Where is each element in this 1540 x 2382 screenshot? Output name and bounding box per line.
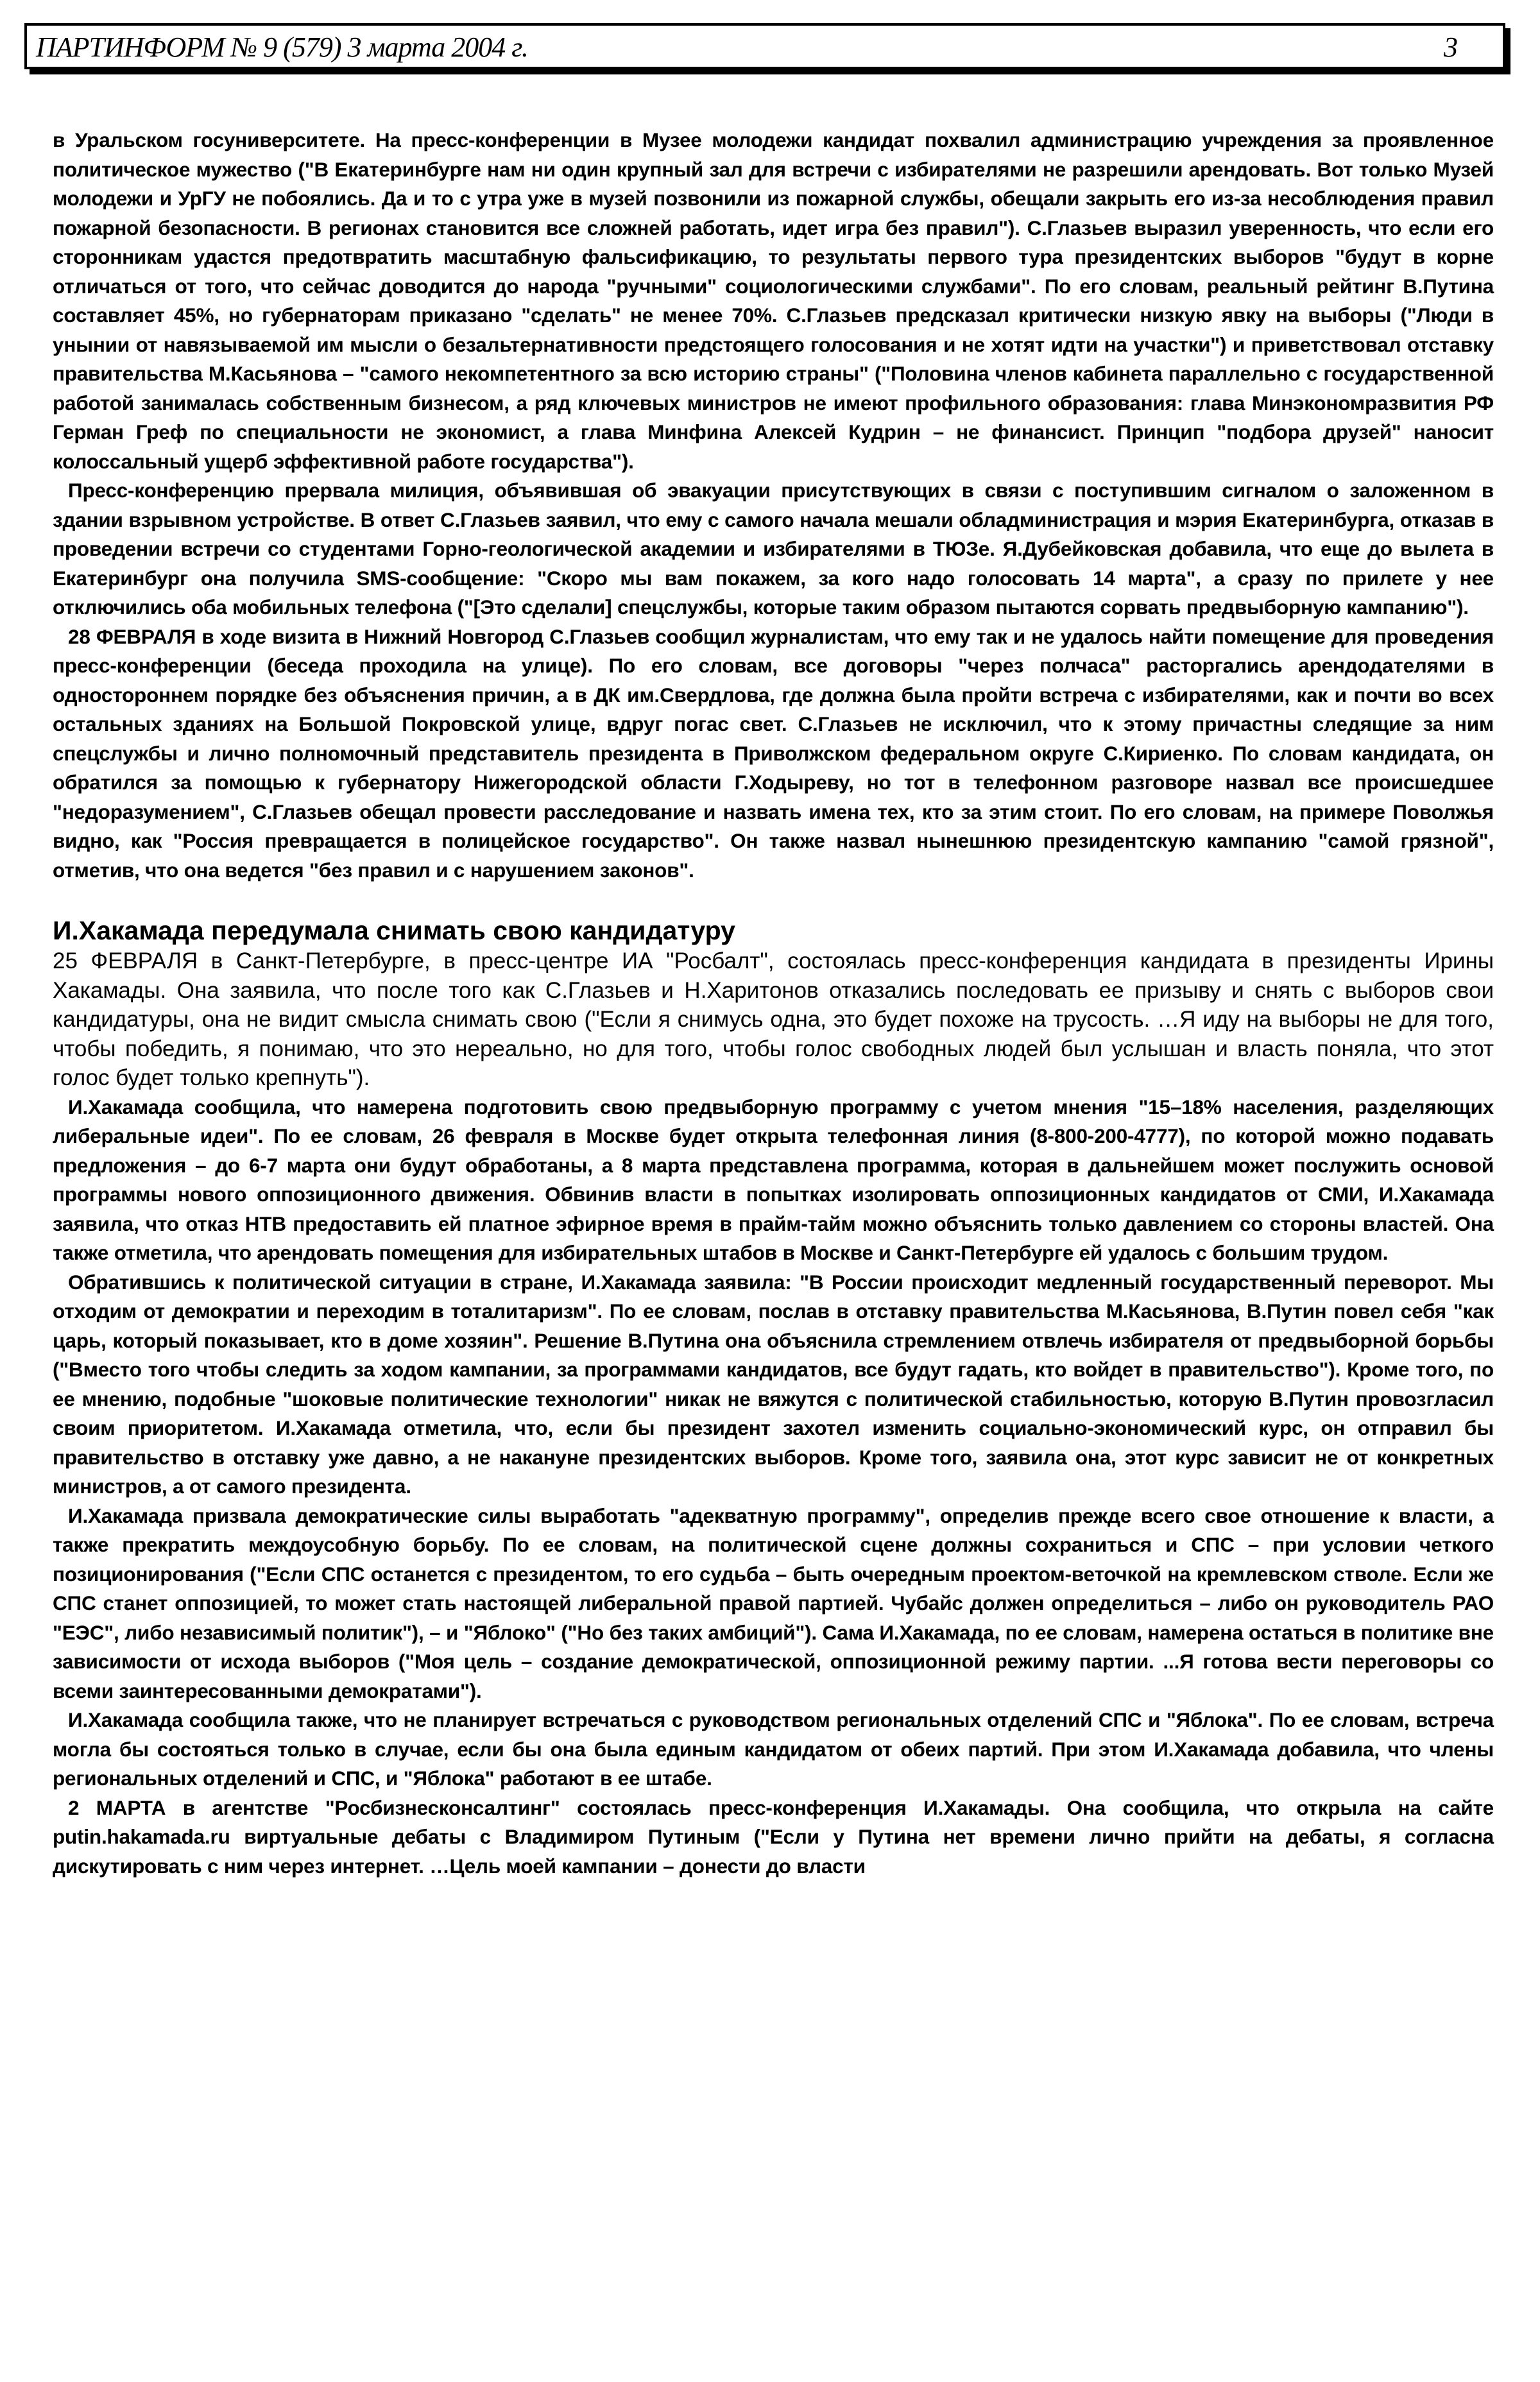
paragraph: И.Хакамада призвала демократические силы выработать "адекватную программу", определив прежде всего свое отношение к власти, а также прекратить междоусобную борьбу. По ее словам, на политической сцене должны сохраниться и СПС – при условии четкого позиционирования ("Если СПС останется с президентом, то его судьба – быть очередным проектом-веточкой на кремлевском стволе. Если же СПС станет оппозицией, то может стать настоящей либеральной правой партией. Чубайс должен определиться – либо он руководитель РАО "ЕЭС", либо независимый политик"), – и "Яблоко" ("Но без таких амбиций"). Сама И.Хакамада, по ее словам, намерена остаться в политике вне зависимости от исхода выборов ("Моя цель – создание демократической, оппозиционной режиму партии. ...Я готова вести переговоры со всеми заинтересованными демократами"). [53,1504,1494,1702]
paragraph: в Уральском госуниверситете. На пресс-конференции в Музее молодежи кандидат похвалил администрацию учреждения за проявленное политическое мужество ("В Екатеринбурге нам ни один крупный зал для встречи с избирателями не разрешили арендовать. Вот только Музей молодежи и УрГУ не побоялись. Да и то с утра уже в музей позвонили из пожарной службы, обещали закрыть его из-за несоблюдения правил пожарной безопасности. В регионах становится все сложней работать, идет игра без правил"). С.Глазьев выразил уверенность, что если его сторонникам удастся предотвратить масштабную фальсификацию, то результаты первого тура президентских выборов "будут в корне отличаться от того, что сейчас доводится до народа "ручными" социологическими службами". По его словам, реальный рейтинг В.Путина составляет 45%, но губернаторам приказано "сделать" не менее 70%. С.Глазьев предсказал критически низкую явку на выборы ("Люди в унынии от навязываемой им мысли о безальтернативности предстоящего голосования и не хотят идти на участки") и приветствовал отставку правительства М.Касьянова – "самого некомпетентного за всю историю страны" ("Половина членов кабинета параллельно с государственной работой занималась собственным бизнесом, а ряд ключевых министров не имеют профильного образования: глава Минэкономразвития РФ Герман Греф по специальности не экономист, а глава Минфина Алексей Кудрин – не финансист. Принцип "подбора друзей" наносит колоссальный ущерб эффективной работе государства"). [53,128,1494,473]
paragraph: И.Хакамада сообщила, что намерена подготовить свою предвыборную программу с учетом мнения "15–18% населения, разделяющих либеральные идеи". По ее словам, 26 февраля в Москве будет открыта телефонная линия (8-800-200-4777), по которой можно подавать предложения – до 6-7 марта они будут обработаны, а 8 марта представлена программа, которая в дальнейшем может послужить основой программы нового оппозиционного движения. Обвинив власти в попытках изолировать оппозиционных кандидатов от СМИ, И.Хакамада заявила, что отказ НТВ предоставить ей платное эфирное время в прайм-тайм можно объяснить только давлением со стороны властей. Она также отметила, что арендовать помещения для избирательных штабов в Москве и Санкт-Петербурге ей удалось с большим трудом. [53,1095,1494,1264]
publication-title: ПАРТИНФОРМ № 9 (579) 3 марта 2004 г. [36,31,528,63]
page-header [24,23,1505,69]
lead-paragraph: 25 ФЕВРАЛЯ в Санкт-Петербурге, в пресс-центре ИА "Росбалт", состоялась пресс-конференция кандидата в президенты Ирины Хакамады. Она заявила, что после того как С.Глазьев и Н.Харитонов отказались последовать ее призыву и снять с выборов свои кандидатуры, она не видит смысла снимать свою ("Если я снимусь одна, это будет похоже на трусость. …Я иду на выборы не для того, чтобы победить, я понимаю, что это нереально, но для того, чтобы голос свободных людей был услышан и власть поняла, что этот голос будет только крепнуть"). [53,948,1494,1090]
paragraph: 2 МАРТА в агентстве "Росбизнесконсалтинг" состоялась пресс-конференция И.Хакамады. Она сообщила, что открыла на сайте putin.hakamada.ru виртуальные дебаты с Владимиром Путиным ("Если у Путина нет времени лично прийти на дебаты, я согласна дискутировать с ним через интернет. …Цель моей кампании – донести до власти [53,1795,1494,1878]
paragraph: И.Хакамада сообщила также, что не планирует встречаться с руководством региональных отделений СПС и "Яблока". По ее словам, встреча могла бы состояться только в случае, если бы она была единым кандидатом от обеих партий. При этом И.Хакамада добавила, что члены региональных отделений и СПС, и "Яблока" работают в ее штабе. [53,1708,1494,1790]
paragraph: Обратившись к политической ситуации в стране, И.Хакамада заявила: "В России происходит медленный государственный переворот. Мы отходим от демократии и переходим в тоталитаризм". По ее словам, послав в отставку правительства М.Касьянова, В.Путин повел себя "как царь, который показывает, кто в доме хозяин". Решение В.Путина она объяснила стремлением отвлечь избирателя от предвыборной борьбы ("Вместо того чтобы следить за ходом кампании, за программами кандидатов, все будут гадать, кто войдет в правительство"). Кроме того, по ее мнению, подобные "шоковые политические технологии" никак не вяжутся с политической стабильностью, которую В.Путин провозгласил своим приоритетом. И.Хакамада отметила, что, если бы президент захотел изменить социально-экономический курс, он отправил бы правительство в отставку уже давно, а не накануне президентских выборов. Кроме того, заявила она, этот курс зависит не от конкретных министров, а от самого президента. [53,1270,1494,1498]
section-heading: И.Хакамада передумала снимать свою кандидатуру [53,916,735,945]
paragraph: Пресс-конференцию прервала милиция, объявившая об эвакуации присутствующих в связи с поступившим сигналом о заложенном в здании взрывном устройстве. В ответ С.Глазьев заявил, что ему с самого начала мешали обладминистрация и мэрия Екатеринбурга, отказав в проведении встречи со студентами Горно-геологической академии и избирателями в ТЮЗе. Я.Дубейковская добавила, что еще до вылета в Екатеринбург она получила SMS-сообщение: "Скоро мы вам покажем, за кого надо голосовать 14 марта", а сразу по прилете у нее отключились оба мобильных телефона ("[Это сделали] спецслужбы, которые таким образом пытаются сорвать предвыборную кампанию"). [53,479,1494,619]
article-body [53,126,1494,1881]
paragraph: 28 ФЕВРАЛЯ в ходе визита в Нижний Новгород С.Глазьев сообщил журналистам, что ему так и не удалось найти помещение для проведения пресс-конференции (беседа проходила на улице). По его словам, все договоры "через полчаса" расторгались арендодателями в одностороннем порядке без объяснения причин, а в ДК им.Свердлова, где должна была пройти встреча с избирателями, как и почти во всех остальных зданиях на Большой Покровской улице, вдруг погас свет. С.Глазьев не исключил, что к этому причастны следящие за ним спецслужбы и лично полномочный представитель президента в Приволжском федеральном округе С.Кириенко. По словам кандидата, он обратился за помощью к губернатору Нижегородской области Г.Ходыреву, но тот в телефонном разговоре назвал все происшедшее "недоразумением", С.Глазьев обещал провести расследование и назвать имена тех, кто за этим стоит. По его словам, на примере Поволжья видно, как "Россия превращается в полицейское государство". Он также назвал нынешнюю президентскую кампанию "самой грязной", отметив, что она ведется "без правил и с нарушением законов". [53,624,1494,882]
page-number: 3 [1444,31,1458,63]
